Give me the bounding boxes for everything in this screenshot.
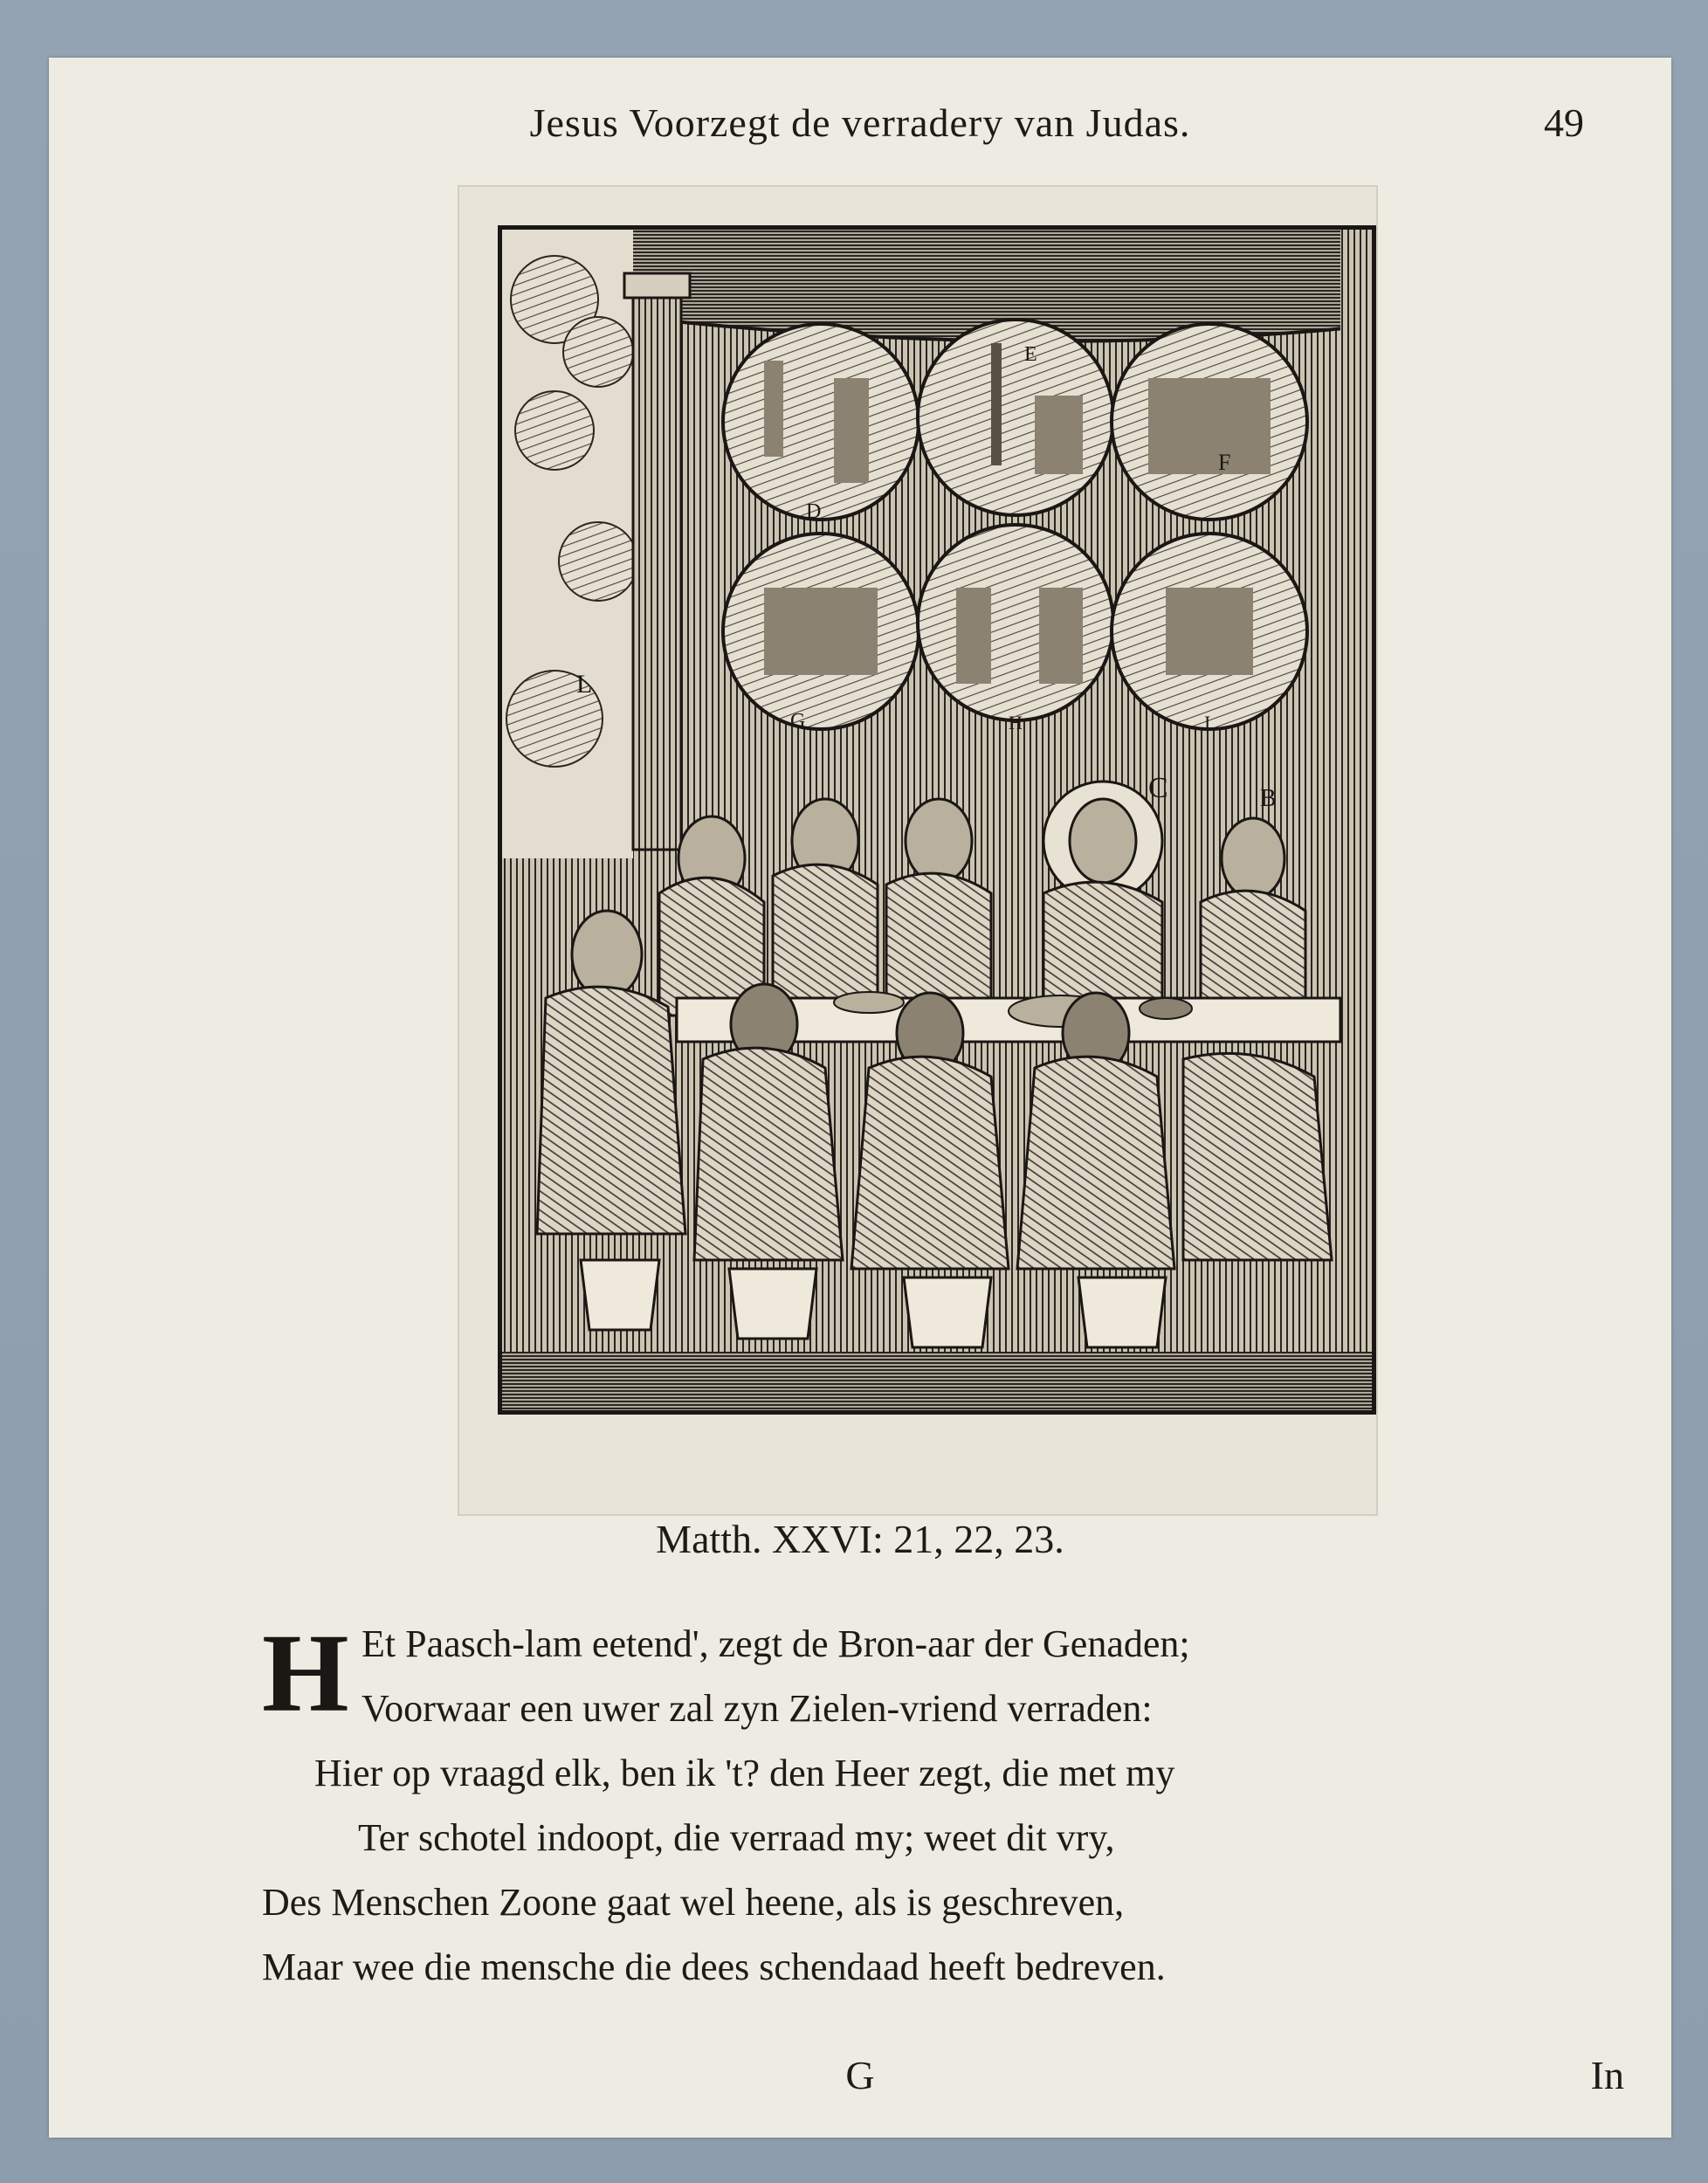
poem-stanza [262,1612,1624,2000]
letter-d: D [806,500,822,523]
letter-h: H [1009,712,1023,733]
poem-line-2: Voorwaar een uwer zal zyn Zielen-vriend verraden: [362,1687,1153,1730]
letter-f: F [1218,450,1231,475]
catchword: In [1590,2053,1624,2097]
letter-g: G [790,710,806,733]
medallion-d [723,324,919,520]
letter-c: C [1148,772,1168,804]
book-page [49,58,1671,2138]
page-number: 49 [1544,100,1584,145]
letter-e: E [1024,343,1037,366]
poem-line-3: Hier op vraagd elk, ben ik 't? den Heer zegt, die met my [314,1752,1175,1794]
letter-i: I [1204,712,1211,733]
medallion-i [1112,534,1307,729]
poem-line-5: Des Menschen Zoone gaat wel heene, als is geschreven, [262,1881,1125,1924]
medallion-h [918,525,1113,720]
medallion-g [723,534,919,729]
scripture-reference: Matth. XXVI: 21, 22, 23. [656,1517,1064,1561]
woodcut-engraving [498,225,1376,1415]
letter-b: B [1260,785,1277,812]
drop-capital: H [262,1611,349,1735]
running-title: Jesus Voorzegt de verradery van Judas. [529,100,1191,145]
last-supper-illustration [502,230,1372,1410]
signature-mark: G [845,2053,875,2097]
poem-line-4: Ter schotel indoopt, die verraad my; weet dit vry, [358,1816,1115,1859]
medallion-e [918,320,1113,515]
letter-l: L [576,670,593,699]
poem-line-1: Et Paasch-lam eetend', zegt de Bron-aar der Genaden; [362,1622,1190,1665]
poem-line-6: Maar wee die mensche die dees schendaad heeft bedreven. [262,1945,1166,1988]
medallion-f [1112,324,1307,520]
